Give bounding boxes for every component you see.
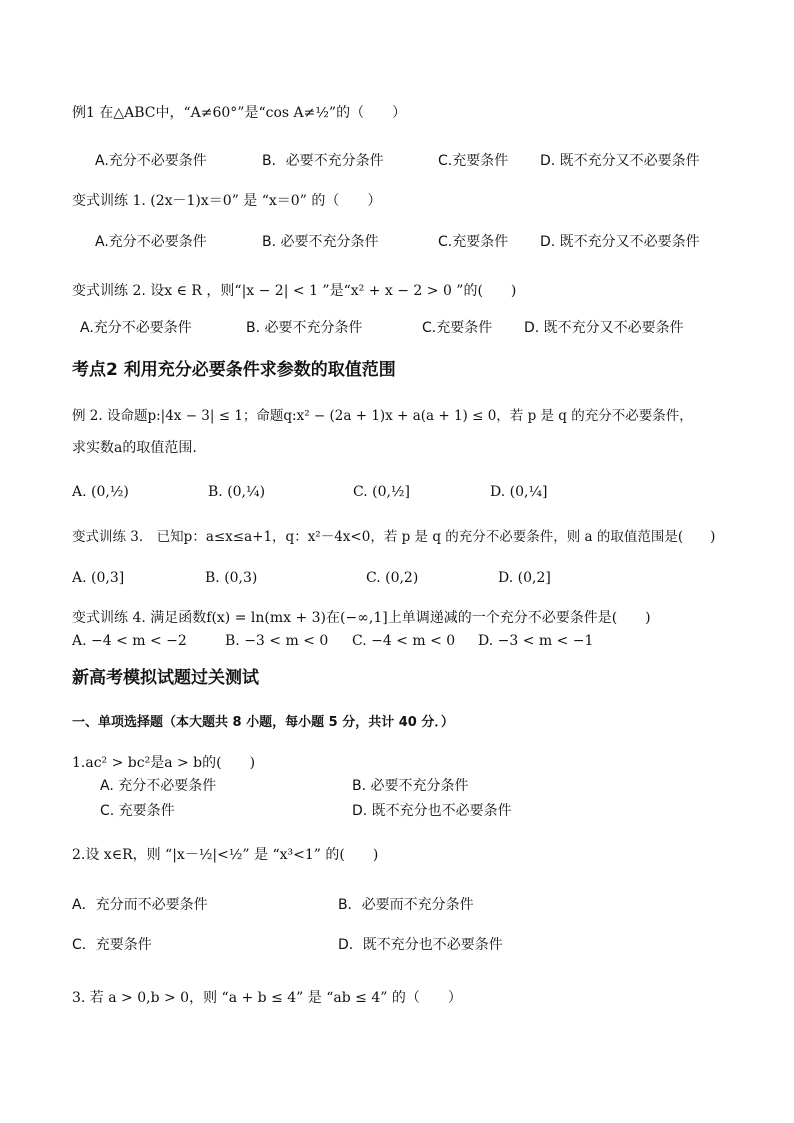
variant-1-option-a: A.充分不必要条件: [95, 234, 207, 250]
section-heading-2: 考点2 利用充分必要条件求参数的取值范围: [72, 360, 396, 380]
question-1-option-c: C. 充要条件: [100, 803, 175, 819]
variant-2-option-c: C.充要条件: [422, 320, 493, 336]
question-2-option-c: C．充要条件: [72, 937, 152, 953]
variant-4-option-c: C. −4 < m < 0: [352, 633, 456, 649]
example-1-option-a: A.充分不必要条件: [95, 153, 207, 169]
variant-4-option-b: B. −3 < m < 0: [225, 633, 329, 649]
example-1-stem: 例1 在△ABC中，“A≠60°”是“cos A≠½”的（ ）: [72, 105, 407, 121]
variant-1-option-c: C.充要条件: [438, 234, 509, 250]
part-1-title: 一、单项选择题（本大题共 8 小题，每小题 5 分，共计 40 分．）: [72, 715, 454, 730]
variant-2-option-d: D. 既不充分又不必要条件: [524, 320, 684, 336]
variant-4-option-d: D. −3 < m < −1: [478, 633, 594, 649]
variant-3-stem: 变式训练 3． 已知p：a≤x≤a+1，q：x²－4x<0，若 p 是 q 的充分不必要条件，则 a 的取值范围是( ): [72, 529, 716, 545]
question-1-option-d: D. 既不充分也不必要条件: [352, 803, 512, 819]
question-2-option-d: D．既不充分也不必要条件: [338, 937, 503, 953]
question-1-stem: 1.ac² > bc²是a > b的( ): [72, 755, 256, 771]
variant-3-option-c: C. (0,2): [366, 570, 419, 586]
question-2-option-b: B．必要而不充分条件: [338, 897, 474, 913]
example-1-option-b: B．必要不充分条件: [262, 153, 384, 169]
variant-1-option-d: D. 既不充分又不必要条件: [540, 234, 700, 250]
example-1-option-d: D. 既不充分又不必要条件: [540, 153, 700, 169]
question-1-option-a: A. 充分不必要条件: [100, 778, 217, 794]
example-1-option-c: C.充要条件: [438, 153, 509, 169]
question-3-stem: 3. 若 a > 0,b > 0，则 “a + b ≤ 4” 是 “ab ≤ 4” 的（ ）: [72, 990, 462, 1006]
example-2-option-c: C. (0,½]: [353, 484, 410, 500]
variant-2-option-a: A.充分不必要条件: [80, 320, 192, 336]
variant-2-option-b: B. 必要不充分条件: [246, 320, 363, 336]
variant-4-option-a: A. −4 < m < −2: [72, 633, 187, 649]
example-2-option-a: A. (0,½): [72, 484, 129, 500]
variant-3-option-a: A. (0,3]: [72, 570, 125, 586]
variant-1-stem: 变式训练 1. (2x－1)x＝0” 是 “x＝0” 的（ ）: [72, 193, 382, 209]
example-2-option-b: B. (0,¼): [208, 484, 266, 500]
variant-4-stem: 变式训练 4. 满足函数f(x) = ln(mx + 3)在(−∞,1]上单调递减的一个充分不必要条件是( ): [72, 610, 651, 626]
question-2-option-a: A．充分而不必要条件: [72, 897, 208, 913]
question-2-stem: 2.设 x∈R，则 “|x－½|<½” 是 “x³<1” 的( ): [72, 847, 379, 863]
section-heading-3: 新高考模拟试题过关测试: [72, 668, 259, 688]
question-1-option-b: B. 必要不充分条件: [352, 778, 469, 794]
variant-3-option-b: B. (0,3): [205, 570, 258, 586]
example-2-stem-line-1: 例 2. 设命题p:|4x − 3| ≤ 1；命题q:x² − (2a + 1)x + a(a + 1) ≤ 0，若 p 是 q 的充分不必要条件，: [72, 408, 693, 424]
variant-2-stem: 变式训练 2. 设x ∈ R ，则“|x − 2| < 1 ”是“x² + x − 2 > 0 ”的( ): [72, 283, 517, 299]
variant-1-option-b: B. 必要不充分条件: [262, 234, 379, 250]
example-2-option-d: D. (0,¼]: [490, 484, 548, 500]
example-2-stem-line-2: 求实数a的取值范围.: [72, 440, 197, 456]
variant-3-option-d: D. (0,2]: [498, 570, 551, 586]
